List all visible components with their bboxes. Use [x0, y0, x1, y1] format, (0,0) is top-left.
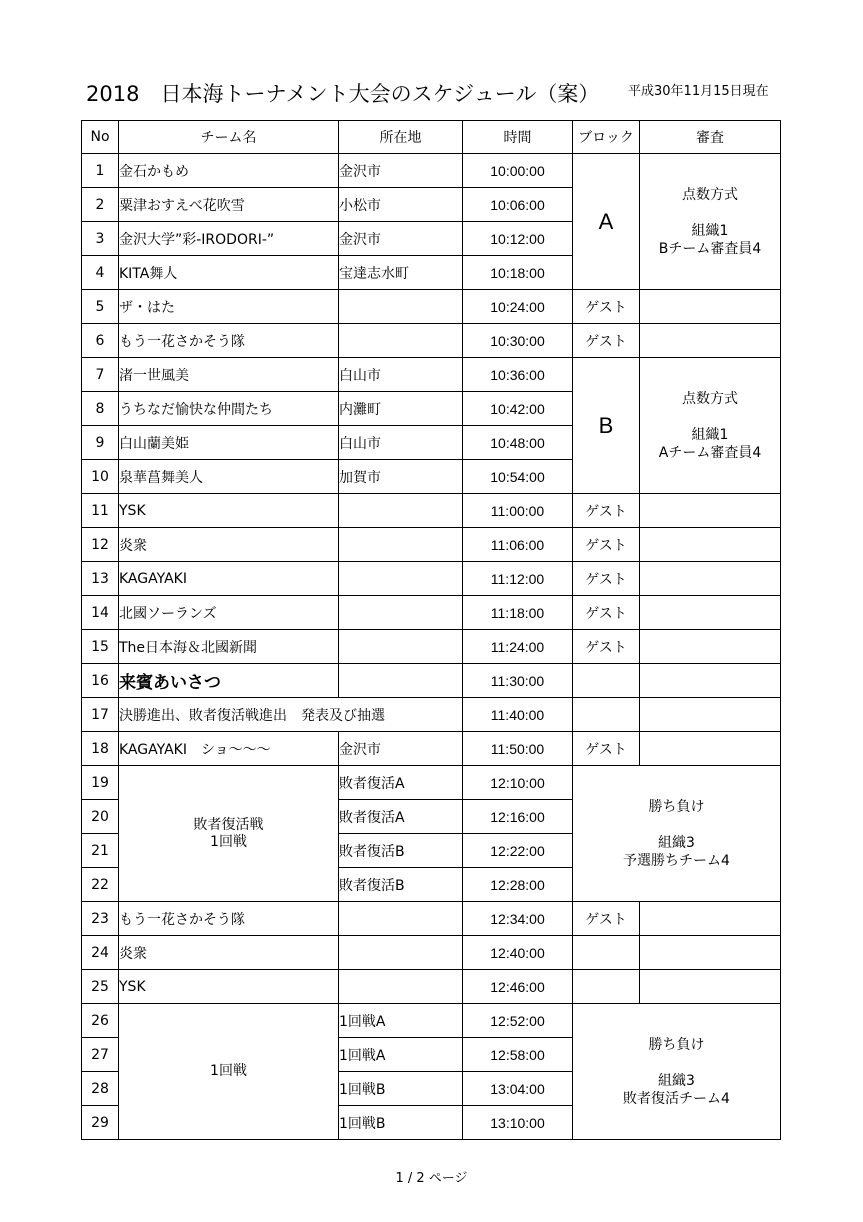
header-judging: 審査 [640, 121, 781, 154]
table-row [82, 664, 781, 698]
time: 10:24:00 [463, 290, 573, 324]
judging-method: 勝ち負け [648, 1036, 705, 1053]
judging [640, 698, 781, 732]
block: ゲスト [573, 494, 640, 528]
header-time: 時間 [463, 121, 573, 154]
location: 白山市 [339, 426, 463, 460]
block [573, 698, 640, 732]
table-row [82, 290, 781, 324]
judging [640, 494, 781, 528]
location [339, 324, 463, 358]
row-no: 10 [82, 460, 119, 494]
row-no: 21 [82, 834, 119, 868]
team-name: 金沢大学”彩-IRODORI-” [119, 222, 339, 256]
row-no: 15 [82, 630, 119, 664]
block [573, 936, 640, 970]
row-no: 5 [82, 290, 119, 324]
location: 宝達志水町 [339, 256, 463, 290]
row-no: 26 [82, 1004, 119, 1038]
location [339, 290, 463, 324]
row-no: 25 [82, 970, 119, 1004]
location [339, 562, 463, 596]
judging-method: 点数方式 [682, 390, 738, 407]
team-name: 泉華菖舞美人 [119, 460, 339, 494]
time: 11:06:00 [463, 528, 573, 562]
location [339, 630, 463, 664]
time: 11:40:00 [463, 698, 573, 732]
time: 11:50:00 [463, 732, 573, 766]
judging [640, 562, 781, 596]
team-name: 金石かもめ [119, 154, 339, 188]
time: 13:10:00 [463, 1106, 573, 1140]
judging [640, 664, 781, 698]
table-row [82, 698, 781, 732]
block: ゲスト [573, 290, 640, 324]
team-name: 粟津おすえべ花吹雪 [119, 188, 339, 222]
block [573, 664, 640, 698]
page-number: 1 / 2 ページ [395, 1171, 468, 1186]
row-no: 14 [82, 596, 119, 630]
location [339, 528, 463, 562]
match: 敗者復活A [339, 800, 463, 834]
time: 11:24:00 [463, 630, 573, 664]
row-no: 13 [82, 562, 119, 596]
team-name: KITA舞人 [119, 256, 339, 290]
table-row [82, 324, 781, 358]
row-no: 7 [82, 358, 119, 392]
row-no: 16 [82, 664, 119, 698]
table-row [82, 562, 781, 596]
table-header-row [82, 121, 781, 154]
time: 10:36:00 [463, 358, 573, 392]
table-row [82, 970, 781, 1004]
table-row [82, 358, 781, 392]
location [339, 902, 463, 936]
team-name: 来賓あいさつ [119, 664, 339, 698]
judging-org: 組織3 [658, 1072, 695, 1089]
location: 白山市 [339, 358, 463, 392]
location: 金沢市 [339, 154, 463, 188]
time: 12:52:00 [463, 1004, 573, 1038]
judging-method: 勝ち負け [648, 798, 705, 815]
table-row [82, 766, 781, 800]
time: 12:46:00 [463, 970, 573, 1004]
row-no: 11 [82, 494, 119, 528]
table-row [82, 936, 781, 970]
row-no: 18 [82, 732, 119, 766]
table-row [82, 732, 781, 766]
page-title: 2018 日本海トーナメント大会のスケジュール（案） [86, 82, 600, 106]
judging [640, 630, 781, 664]
block: ゲスト [573, 324, 640, 358]
block: ゲスト [573, 902, 640, 936]
event-description: 決勝進出、敗者復活戦進出 発表及び抽選 [119, 698, 463, 732]
location: 内灘町 [339, 392, 463, 426]
block [573, 970, 640, 1004]
time: 10:30:00 [463, 324, 573, 358]
team-name: 渚一世風美 [119, 358, 339, 392]
table-row [82, 630, 781, 664]
time: 11:00:00 [463, 494, 573, 528]
time: 13:04:00 [463, 1072, 573, 1106]
judging-panel: 敗者復活チーム4 [623, 1090, 730, 1107]
judging-first-round [573, 1004, 781, 1140]
time: 12:40:00 [463, 936, 573, 970]
location [339, 970, 463, 1004]
time: 10:00:00 [463, 154, 573, 188]
time: 12:58:00 [463, 1038, 573, 1072]
time: 10:48:00 [463, 426, 573, 460]
row-no: 23 [82, 902, 119, 936]
row-no: 28 [82, 1072, 119, 1106]
judging-panel: 予選勝ちチーム4 [623, 852, 730, 869]
block-a: A [573, 154, 640, 290]
match: 1回戦A [339, 1038, 463, 1072]
schedule-table [81, 120, 781, 1140]
time: 10:54:00 [463, 460, 573, 494]
location [339, 936, 463, 970]
time: 12:22:00 [463, 834, 573, 868]
header-no: No [82, 121, 119, 154]
judging-org: 組織1 [691, 222, 729, 239]
team-name: 北國ソーランズ [119, 596, 339, 630]
judging [640, 732, 781, 766]
time: 10:12:00 [463, 222, 573, 256]
time: 11:18:00 [463, 596, 573, 630]
team-name: KAGAYAKI ショ～～～ [119, 732, 339, 766]
as-of-date: 平成30年11月15日現在 [628, 84, 769, 99]
time: 10:18:00 [463, 256, 573, 290]
row-no: 27 [82, 1038, 119, 1072]
location: 加賀市 [339, 460, 463, 494]
time: 12:28:00 [463, 868, 573, 902]
row-no: 20 [82, 800, 119, 834]
match: 敗者復活A [339, 766, 463, 800]
row-no: 12 [82, 528, 119, 562]
judging [640, 290, 781, 324]
judging [640, 324, 781, 358]
row-no: 22 [82, 868, 119, 902]
time: 11:30:00 [463, 664, 573, 698]
row-no: 4 [82, 256, 119, 290]
block: ゲスト [573, 562, 640, 596]
row-no: 8 [82, 392, 119, 426]
row-no: 9 [82, 426, 119, 460]
table-row [82, 902, 781, 936]
team-name: ザ・はた [119, 290, 339, 324]
location [339, 494, 463, 528]
repechage-round-label [119, 766, 339, 902]
judging-org: 組織3 [658, 834, 695, 851]
location [339, 664, 463, 698]
first-round-label-text: 1回戦 [210, 1063, 247, 1079]
judging [640, 902, 781, 936]
team-name: 炎衆 [119, 936, 339, 970]
location [339, 596, 463, 630]
row-no: 2 [82, 188, 119, 222]
location: 金沢市 [339, 222, 463, 256]
time: 10:06:00 [463, 188, 573, 222]
repechage-label-line2: 1回戦 [210, 833, 247, 850]
judging-block-b [640, 358, 781, 494]
judging [640, 970, 781, 1004]
match: 1回戦B [339, 1106, 463, 1140]
table-row [82, 528, 781, 562]
repechage-label-line1: 敗者復活戦 [193, 816, 264, 833]
judging [640, 936, 781, 970]
row-no: 17 [82, 698, 119, 732]
row-no: 3 [82, 222, 119, 256]
block: ゲスト [573, 630, 640, 664]
row-no: 6 [82, 324, 119, 358]
judging-panel: Aチーム審査員4 [658, 444, 762, 461]
judging [640, 596, 781, 630]
first-round-label [119, 1004, 339, 1140]
table-row [82, 596, 781, 630]
block: ゲスト [573, 732, 640, 766]
time: 11:12:00 [463, 562, 573, 596]
row-no: 1 [82, 154, 119, 188]
judging-method: 点数方式 [682, 186, 738, 203]
team-name: 炎衆 [119, 528, 339, 562]
judging-panel: Bチーム審査員4 [658, 240, 762, 257]
team-name: もう一花さかそう隊 [119, 324, 339, 358]
header-location: 所在地 [339, 121, 463, 154]
match: 敗者復活B [339, 834, 463, 868]
table-row [82, 494, 781, 528]
team-name: The日本海＆北國新聞 [119, 630, 339, 664]
row-no: 24 [82, 936, 119, 970]
judging-org: 組織1 [691, 426, 729, 443]
judging-repechage [573, 766, 781, 902]
time: 12:10:00 [463, 766, 573, 800]
team-name: YSK [119, 970, 339, 1004]
match: 1回戦A [339, 1004, 463, 1038]
row-no: 19 [82, 766, 119, 800]
header-team: チーム名 [119, 121, 339, 154]
header-block: ブロック [573, 121, 640, 154]
judging-block-a [640, 154, 781, 290]
time: 10:42:00 [463, 392, 573, 426]
match: 敗者復活B [339, 868, 463, 902]
team-name: YSK [119, 494, 339, 528]
team-name: うちなだ愉快な仲間たち [119, 392, 339, 426]
block: ゲスト [573, 596, 640, 630]
block-b: B [573, 358, 640, 494]
time: 12:34:00 [463, 902, 573, 936]
team-name: KAGAYAKI [119, 562, 339, 596]
team-name: 白山蘭美姫 [119, 426, 339, 460]
block: ゲスト [573, 528, 640, 562]
row-no: 29 [82, 1106, 119, 1140]
judging [640, 528, 781, 562]
match: 1回戦B [339, 1072, 463, 1106]
time: 12:16:00 [463, 800, 573, 834]
location: 小松市 [339, 188, 463, 222]
table-row [82, 1004, 781, 1038]
team-name: もう一花さかそう隊 [119, 902, 339, 936]
table-row [82, 154, 781, 188]
location: 金沢市 [339, 732, 463, 766]
